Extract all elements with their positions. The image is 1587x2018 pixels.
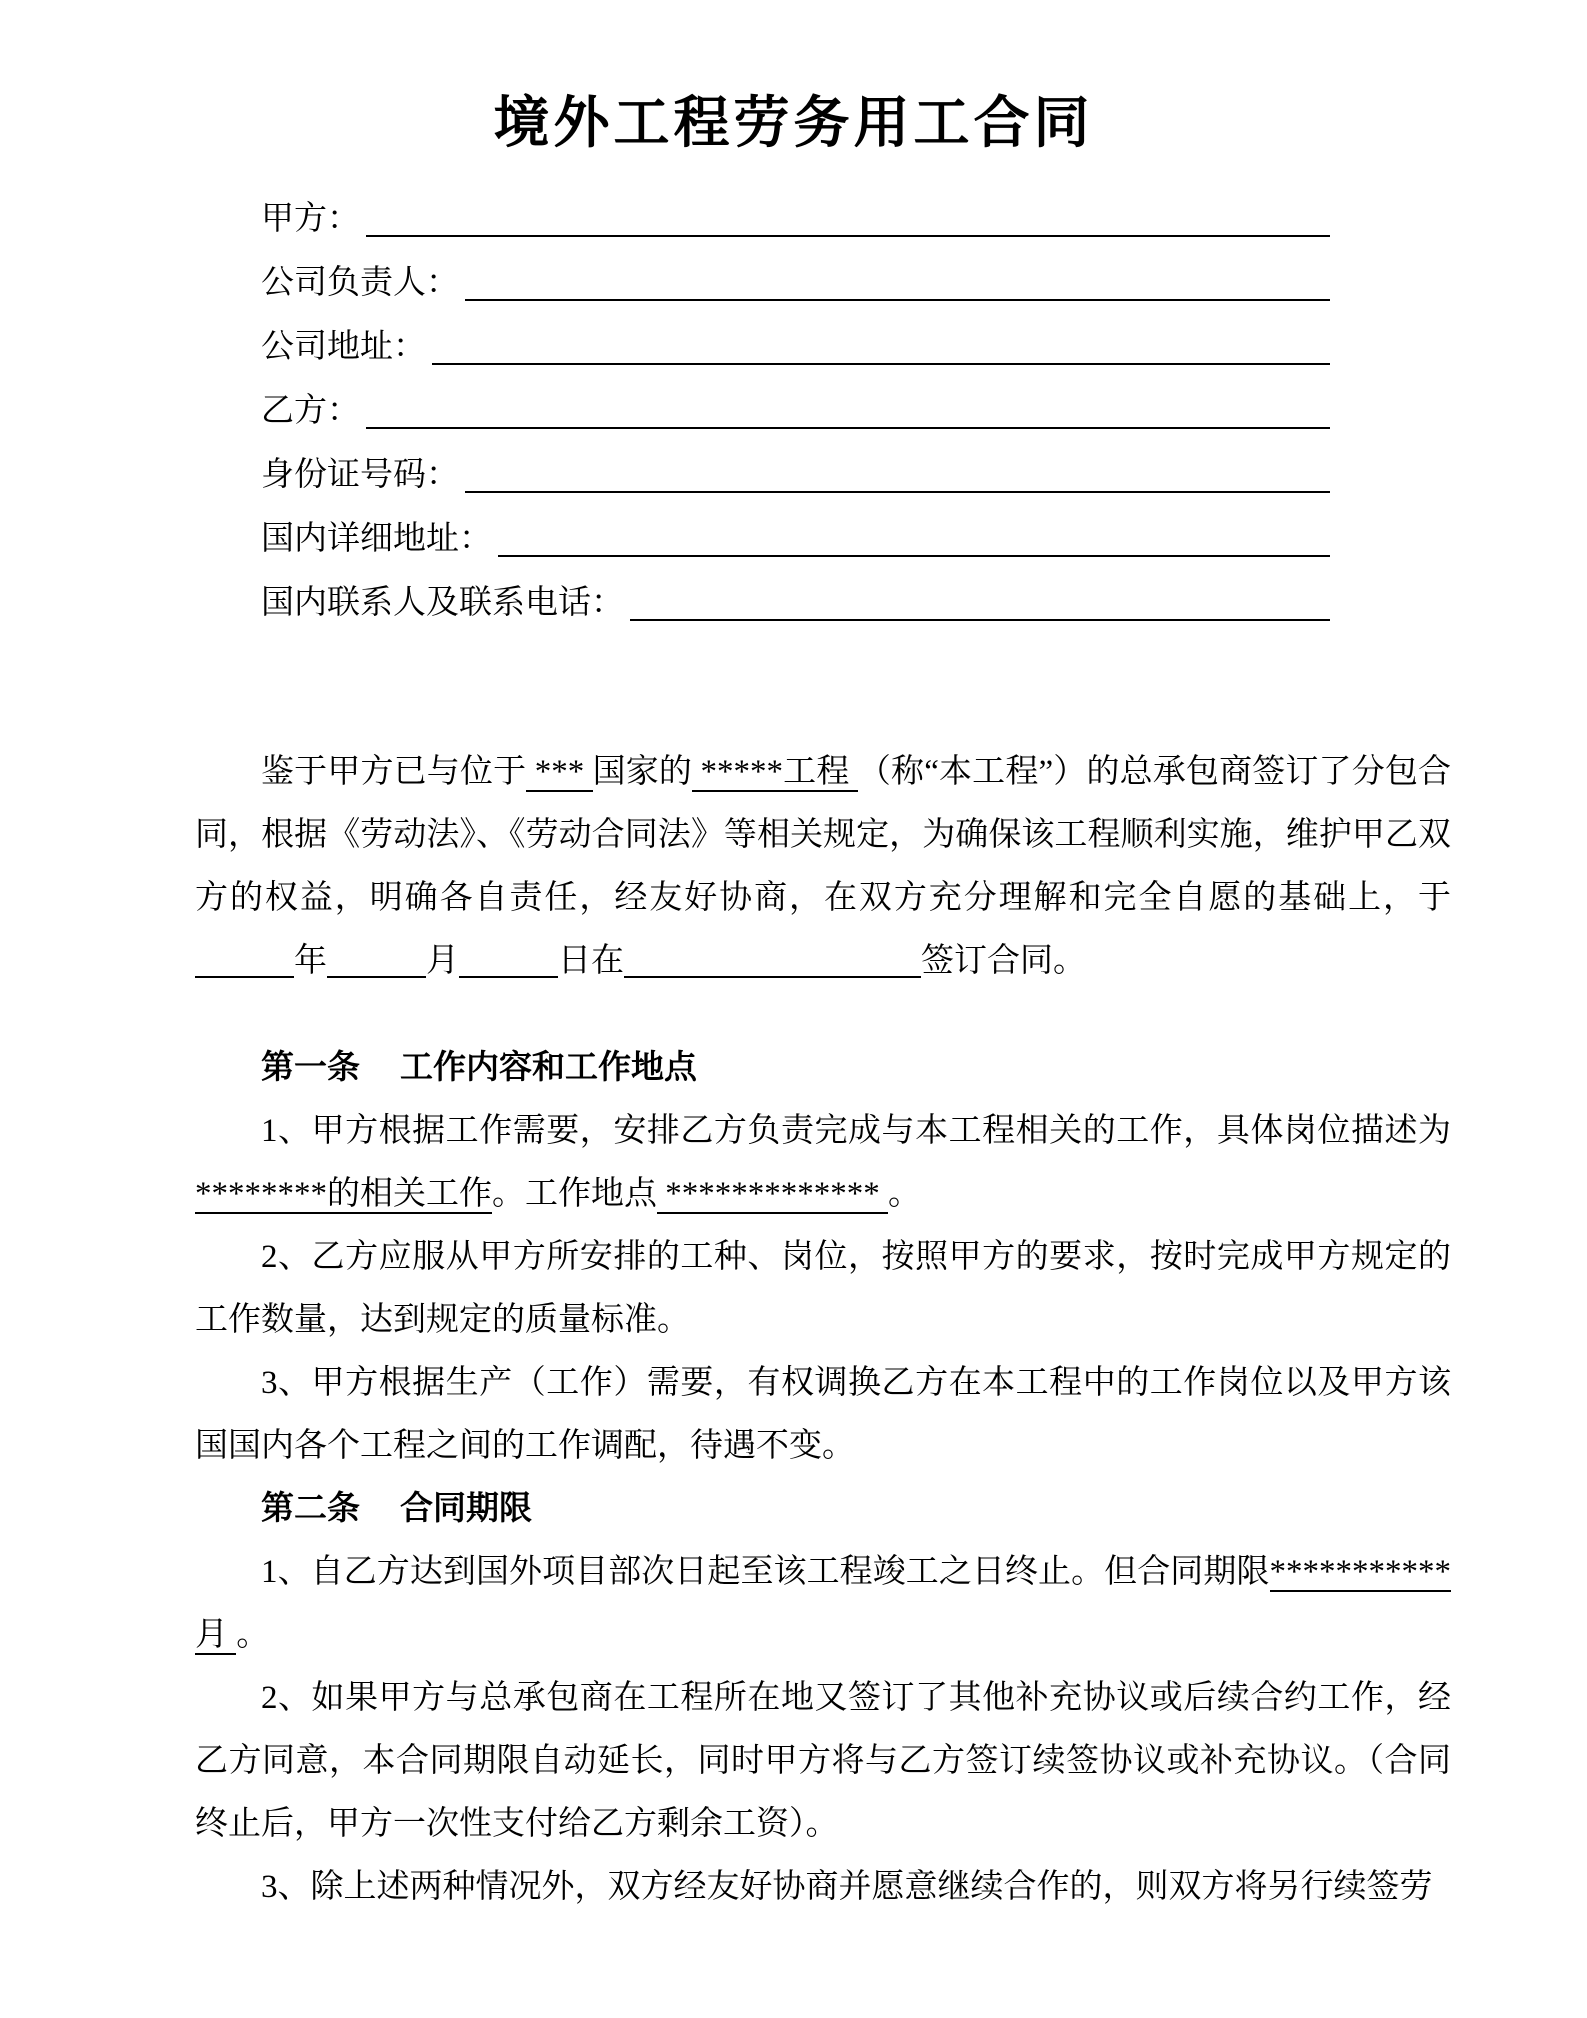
section-heading: [195, 1037, 1451, 1100]
field-label-company-address: 公司地址：: [261, 329, 426, 366]
section-number: 第二条: [261, 1491, 360, 1527]
form-field-row: [261, 367, 1330, 431]
paragraph: [195, 1541, 1451, 1667]
text-run: 2、如果甲方与总承包商在工程所在地又签订了其他补充协议或后续合约工作，经乙方同意，本合同期限自动延长，同时甲方将与乙方签订续签协议或补充协议。（合同终止后，甲方一次性支付给乙方剩余工资）。: [195, 1680, 1451, 1842]
text-run: 2、乙方应服从甲方所安排的工种、岗位，按照甲方的要求，按时完成甲方规定的工作数量，达到规定的质量标准。: [195, 1239, 1451, 1338]
contract-body: [195, 741, 1451, 1919]
form-field-row: [261, 495, 1330, 559]
text-run: 国家的: [592, 754, 693, 790]
text-run: 。工作地点: [492, 1176, 657, 1212]
blank-underline: [465, 299, 1330, 301]
field-label-party-b: 乙方：: [261, 393, 360, 430]
blank-underline: [459, 943, 558, 978]
blank-underline: [624, 943, 921, 978]
header-form: [261, 175, 1330, 623]
text-run: 月: [426, 943, 459, 979]
section-heading: [195, 1478, 1451, 1541]
text-run: 年: [294, 943, 327, 979]
paragraph: [195, 741, 1451, 993]
form-field-row: [261, 303, 1330, 367]
field-label-domestic-address: 国内详细地址：: [261, 521, 492, 558]
section-title: 工作内容和工作地点: [400, 1050, 697, 1086]
contract-document: [0, 88, 1587, 2018]
paragraph: [195, 1667, 1451, 1856]
section-number: 第一条: [261, 1050, 360, 1086]
paragraph: [195, 1352, 1451, 1478]
underlined-text: ***********月: [195, 1554, 1451, 1653]
text-run: 。: [236, 1617, 270, 1653]
section-title: 合同期限: [400, 1491, 532, 1527]
blank-underline: [327, 943, 426, 978]
form-field-row: [261, 431, 1330, 495]
blank-underline: [630, 619, 1330, 621]
blank-underline: [366, 235, 1330, 237]
blank-underline: [195, 943, 294, 978]
text-run: 鉴于甲方已与位于: [261, 754, 527, 790]
field-label-party-a: 甲方：: [261, 201, 360, 238]
field-label-domestic-contact: 国内联系人及联系电话：: [261, 585, 624, 622]
blank-underline: [432, 363, 1330, 365]
paragraph: [195, 1226, 1451, 1352]
underlined-text: *****工程: [692, 754, 858, 790]
text-run: 签订合同。: [921, 943, 1086, 979]
form-field-row: [261, 239, 1330, 303]
text-run: 3、除上述两种情况外，双方经友好协商并愿意继续合作的，则双方将另行续签劳: [261, 1869, 1433, 1905]
text-run: 3、甲方根据生产（工作）需要，有权调换乙方在本工程中的工作岗位以及甲方该国国内各个工程之间的工作调配，待遇不变。: [195, 1365, 1451, 1464]
document-title: 境外工程劳务用工合同: [493, 93, 1094, 155]
text-run: 。: [888, 1176, 921, 1212]
form-field-row: [261, 559, 1330, 623]
underlined-text: *************: [657, 1176, 888, 1212]
text-run: 1、自乙方达到国外项目部次日起至该工程竣工之日终止。但合同期限: [261, 1554, 1270, 1590]
form-field-row: [261, 175, 1330, 239]
text-run: 日在: [558, 943, 624, 979]
blank-underline: [366, 427, 1330, 429]
underlined-text: ********的相关工作: [195, 1176, 492, 1212]
field-label-id-number: 身份证号码：: [261, 457, 459, 494]
paragraph: [195, 1100, 1451, 1226]
blank-underline: [498, 555, 1330, 557]
text-run: 1、甲方根据工作需要，安排乙方负责完成与本工程相关的工作，具体岗位描述为: [261, 1113, 1451, 1149]
text-run: （称“本工程”）的总承包商签订了分包合同，根据《劳动法》、《劳动合同法》等相关规定，为确保该工程顺利实施，维护甲乙双方的权益，明确各自责任，经友好协商，在双方充分理解和完全自愿的基础上，于: [195, 754, 1452, 916]
blank-underline: [465, 491, 1330, 493]
underlined-text: ***: [526, 754, 593, 790]
paragraph: [195, 1856, 1451, 1919]
field-label-company-representative: 公司负责人：: [261, 265, 459, 302]
